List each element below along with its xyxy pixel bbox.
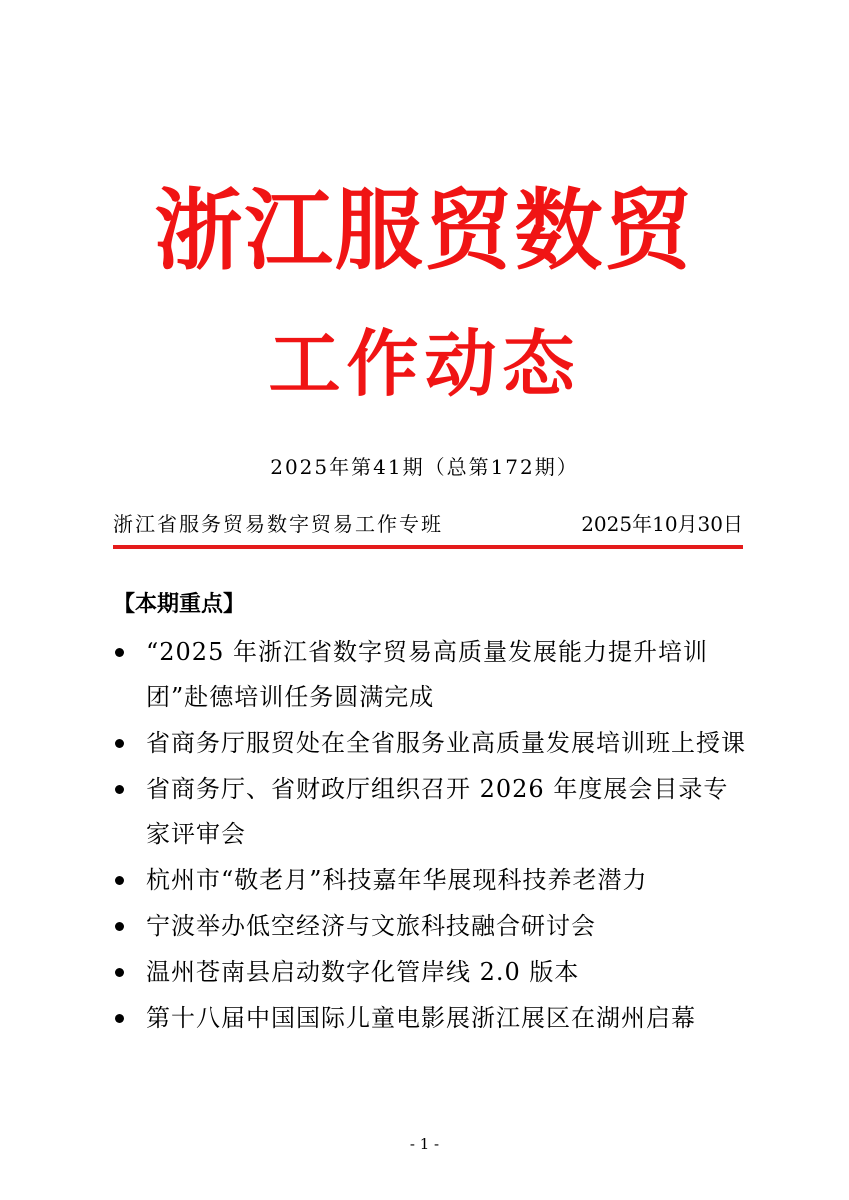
bullet-icon — [115, 739, 124, 748]
publisher-organization: 浙江省服务贸易数字贸易工作专班 — [113, 512, 443, 536]
highlight-text: 省商务厅、省财政厅组织召开 2026 年度展会目录专家评审会 — [146, 775, 729, 848]
bullet-icon — [115, 1014, 124, 1023]
masthead-subtitle: 工作动态 — [268, 322, 581, 406]
masthead-title: 浙江服贸数贸 — [154, 179, 695, 282]
highlight-item — [113, 630, 753, 720]
publisher-row — [113, 508, 743, 540]
highlight-text: “2025 年浙江省数字贸易高质量发展能力提升培训团”赴德培训任务圆满完成 — [146, 638, 708, 711]
highlights-heading: 【本期重点】 — [113, 592, 246, 617]
publication-date: 2025年10月30日 — [581, 512, 743, 536]
highlight-item — [113, 996, 753, 1041]
highlight-text: 第十八届中国国际儿童电影展浙江展区在湖州启幕 — [146, 1004, 696, 1032]
highlight-item — [113, 767, 753, 857]
highlight-item — [113, 721, 753, 766]
highlight-text: 杭州市“敬老月”科技嘉年华展现科技养老潜力 — [146, 866, 648, 894]
bullet-icon — [115, 785, 124, 794]
highlight-item — [113, 858, 753, 903]
highlight-text: 温州苍南县启动数字化管岸线 2.0 版本 — [146, 958, 580, 986]
page-number: - 1 - — [409, 1135, 440, 1153]
issue-number: 2025年第41期（总第172期） — [270, 455, 579, 479]
highlight-item — [113, 904, 753, 949]
bullet-icon — [115, 968, 124, 977]
highlight-text: 宁波举办低空经济与文旅科技融合研讨会 — [146, 912, 596, 940]
bullet-icon — [115, 922, 124, 931]
bullet-icon — [115, 876, 124, 885]
bullet-icon — [115, 648, 124, 657]
highlights-list — [113, 630, 753, 1042]
highlight-item — [113, 950, 753, 995]
highlight-text: 省商务厅服贸处在全省服务业高质量发展培训班上授课 — [146, 729, 746, 757]
red-divider — [113, 545, 743, 549]
